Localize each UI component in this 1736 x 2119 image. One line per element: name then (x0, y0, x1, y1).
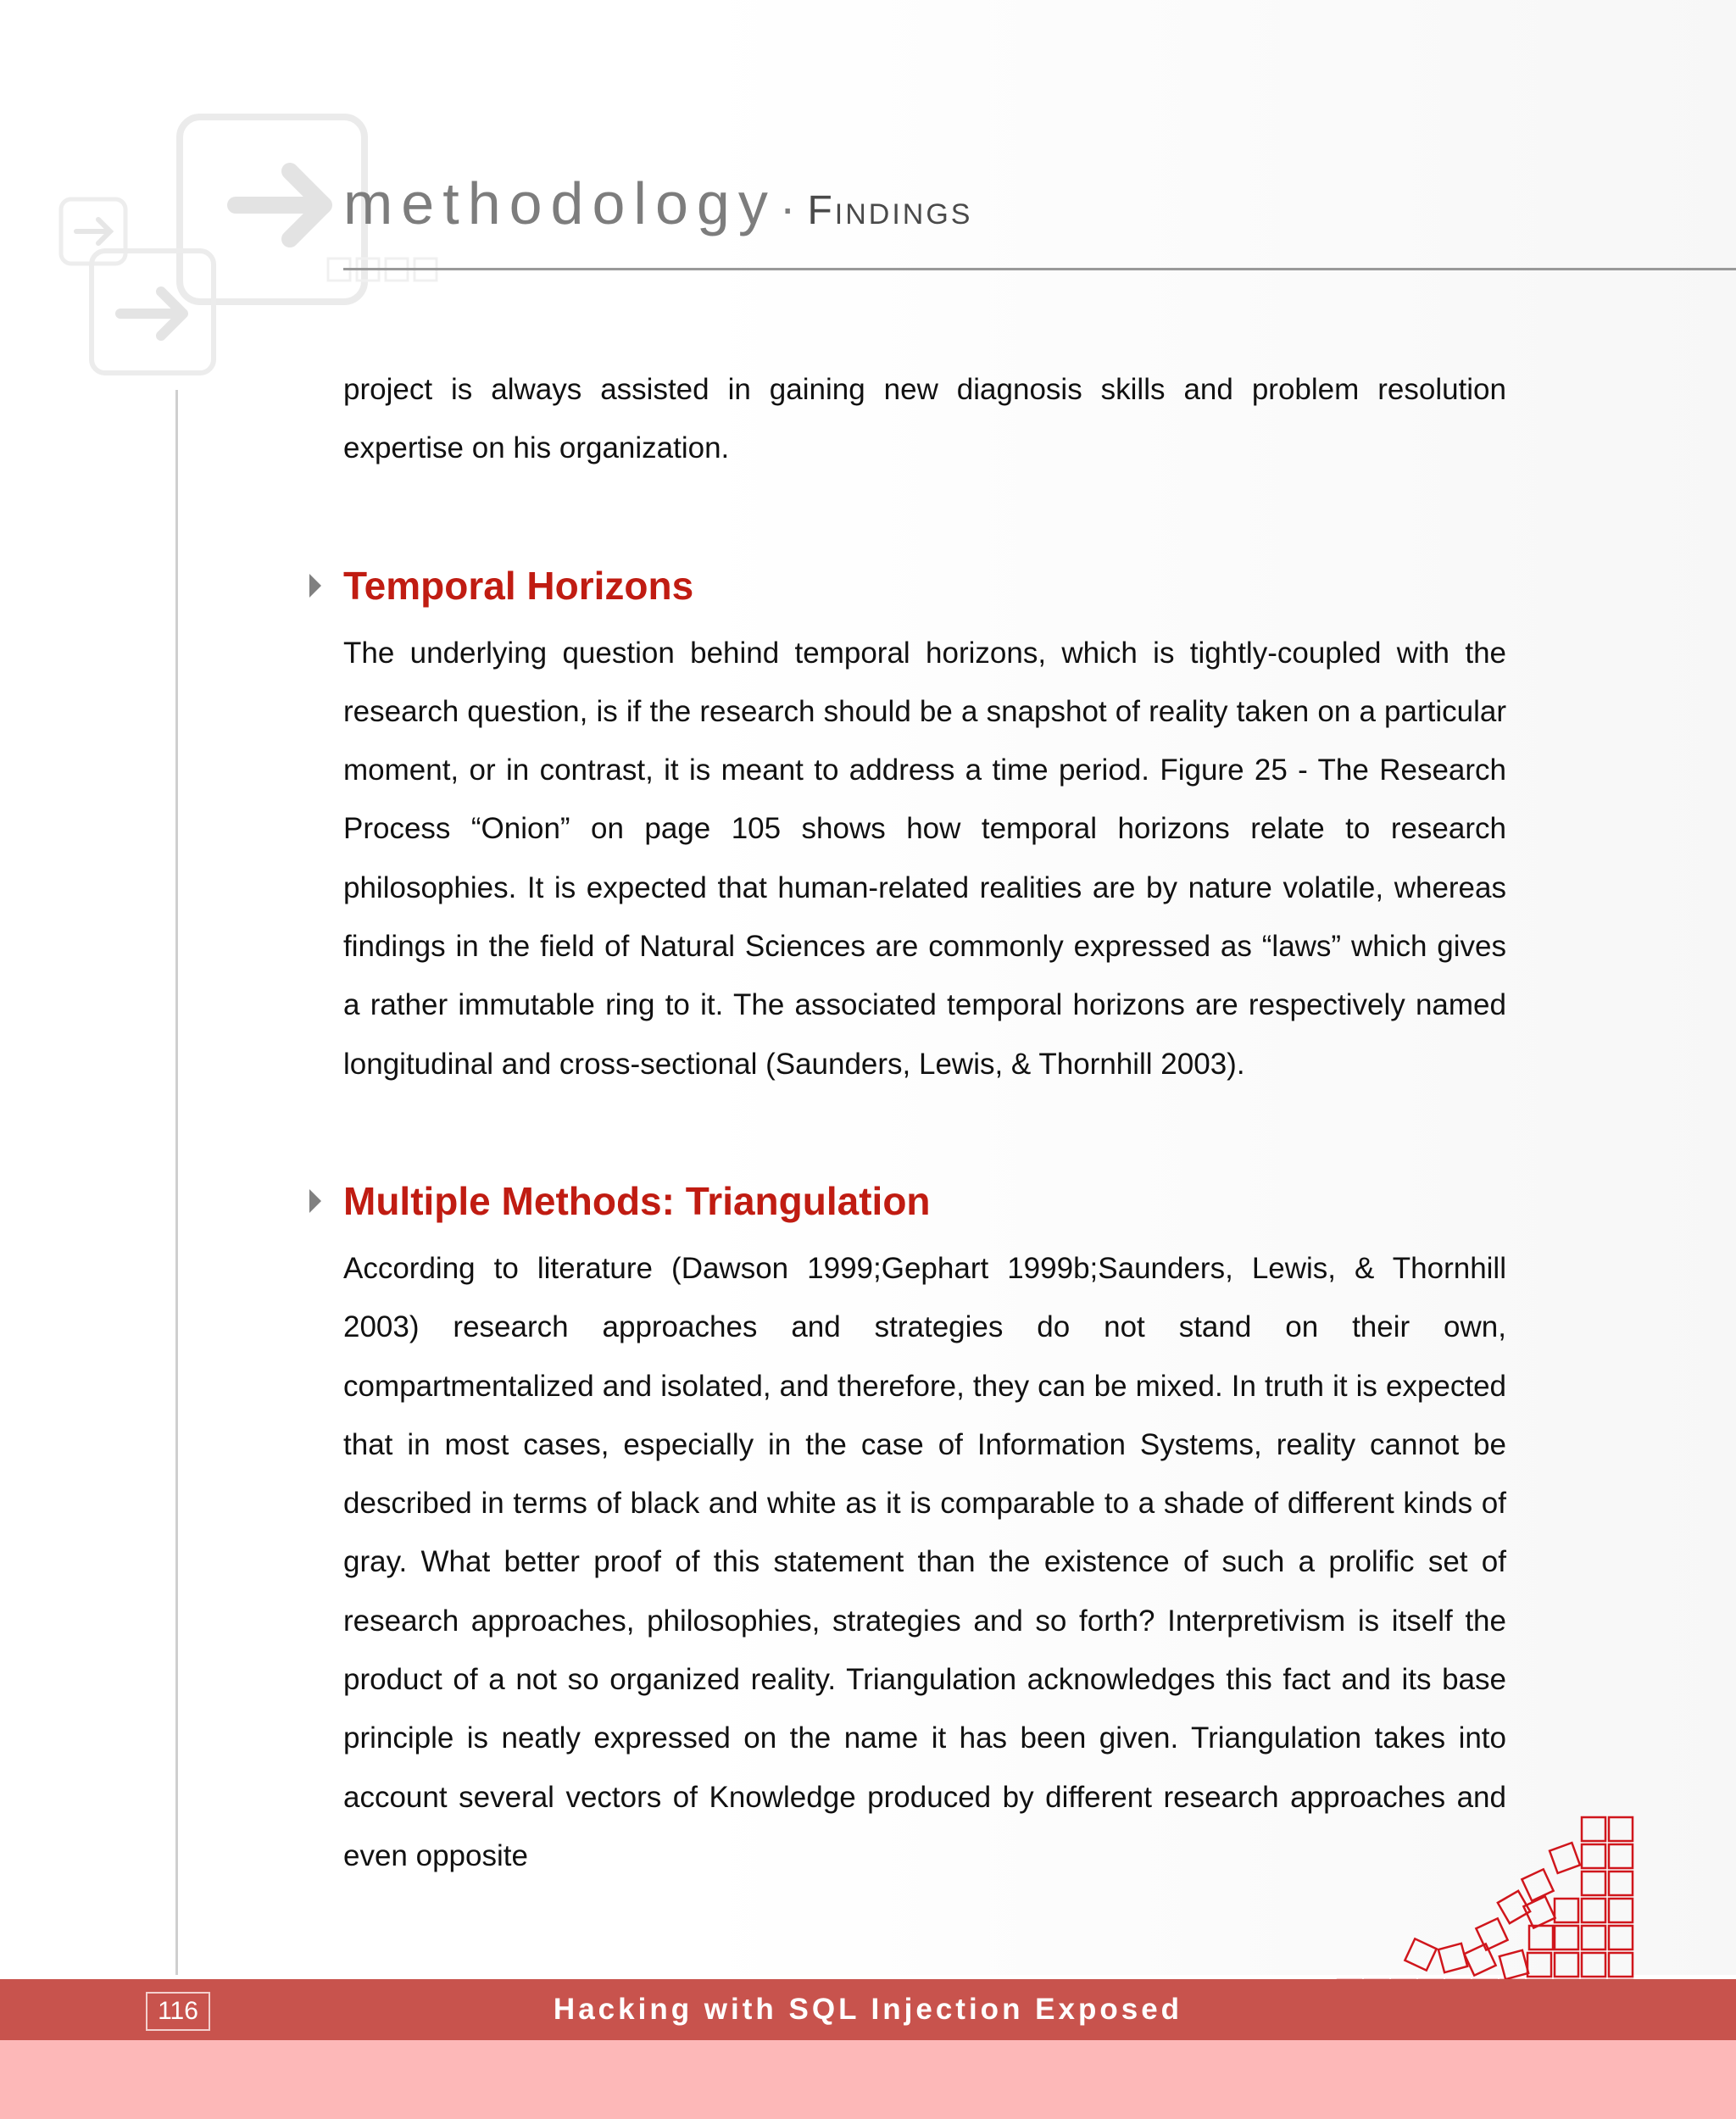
running-header (343, 170, 972, 246)
triangulation-paragraph: According to literature (Dawson 1999;Gephart 1999b;Saunders, Lewis, & Thornhill 2003) research approaches and strategies do not stand on their own, compartmentalized and isolated, and therefore, they can be mixed. In truth it is expected that in most cases, especially in the case of Information Systems, reality cannot be described in terms of black and white as it is comparable to a shade of different kinds of gray. What better proof of this statement than the existence of such a prolific set of research approaches, philosophies, strategies and so forth? Interpretivism is itself the product of a not so organized reality. Triangulation acknowledges this fact and its base principle is neatly expressed on the name it has been given. Triangulation takes into account several vectors of Knowledge produced by different research approaches and even opposite (343, 1251, 1506, 1872)
page-content (343, 360, 1506, 1885)
arrow-boxes-icon (51, 102, 390, 390)
section-heading-triangulation (343, 1171, 1506, 1231)
bullet-arrow-icon (309, 1189, 321, 1213)
section-heading-text: Multiple Methods: Triangulation (343, 1178, 931, 1223)
bullet-arrow-icon (309, 574, 321, 598)
intro-paragraph: project is always assisted in gaining new diagnosis skills and problem resolution expertise on his organization. (343, 373, 1506, 465)
section-heading-text: Temporal Horizons (343, 563, 694, 608)
section-heading-temporal-horizons (343, 556, 1506, 615)
temporal-horizons-paragraph: The underlying question behind temporal horizons, which is tightly-coupled with the research question, is if the research should be a snapshot of reality taken on a particular moment, or in contrast, it is meant to address a time period. Figure 25 - The Research Process “Onion” on page 105 shows how temporal horizons relate to research philosophies. It is expected that human-related realities are by nature volatile, whereas findings in the field of Natural Sciences are commonly expressed as “laws” which gives a rather immutable ring to it. The associated temporal horizons are respectively named longitudinal and cross-sectional (Saunders, Lewis, & Thornhill 2003). (343, 636, 1506, 1081)
falling-squares-decoration (1322, 1805, 1636, 2009)
book-title: Hacking with SQL Injection Exposed (553, 1993, 1183, 2026)
margin-rule (175, 390, 178, 1975)
header-rule (343, 268, 1736, 270)
footer-bottom-band (0, 2040, 1736, 2119)
section-title: Findings (807, 188, 973, 233)
header-separator: · (779, 181, 796, 234)
chapter-title: methodology (343, 170, 776, 236)
page-number: 116 (146, 1992, 210, 2031)
